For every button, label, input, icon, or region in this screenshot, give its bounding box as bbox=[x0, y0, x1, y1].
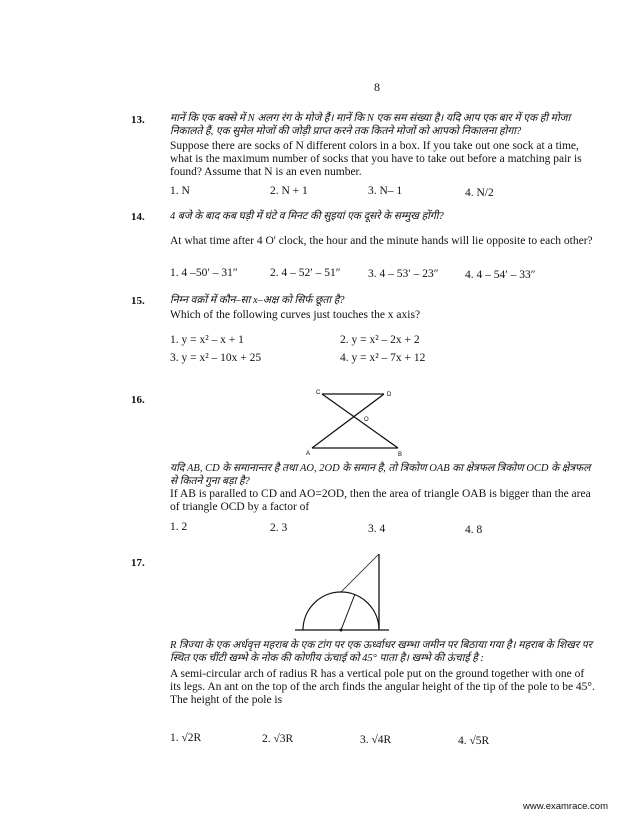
question-number: 17. bbox=[131, 557, 145, 569]
label-d: D bbox=[387, 392, 392, 398]
question-english: A semi-circular arch of radius R has a vertical pole put on the ground together with one of its legs. An ant on the top of the arch finds the angular height of the tip of the pole to be 45°. The height of the pole is bbox=[170, 668, 595, 706]
sight-line bbox=[341, 554, 379, 592]
label-a: A bbox=[306, 451, 311, 457]
option-2: 2. 4 – 52′ – 51″ bbox=[270, 267, 341, 279]
label-c: C bbox=[316, 390, 321, 396]
option-4: 4. N/2 bbox=[465, 187, 494, 199]
line-cb bbox=[322, 394, 398, 448]
arch-pole-figure bbox=[295, 552, 395, 637]
arch-center bbox=[340, 629, 343, 632]
question-number: 13. bbox=[131, 114, 145, 126]
question-english: Which of the following curves just touches the x axis? bbox=[170, 309, 421, 321]
option-1: 1. 2 bbox=[170, 521, 188, 533]
option-2: 2. 3 bbox=[270, 522, 288, 534]
question-hindi: निम्न वक्रों में कौन–सा x–अक्ष को सिर्फ छूता है? bbox=[170, 295, 345, 306]
radius-line bbox=[341, 594, 355, 630]
label-o: O bbox=[364, 417, 369, 423]
option-3: 3. 4 bbox=[368, 523, 386, 535]
parallel-lines-triangle-figure bbox=[300, 388, 412, 458]
question-english: At what time after 4 O' clock, the hour and the minute hands will lie opposite to each other? bbox=[170, 235, 593, 247]
option-1: 1. 4 –50′ – 31″ bbox=[170, 267, 238, 279]
label-b: B bbox=[398, 452, 403, 458]
option-1: 1. y = x² – x + 1 bbox=[170, 334, 244, 346]
semi-circular-arch bbox=[303, 592, 379, 630]
page-number: 8 bbox=[374, 80, 380, 94]
question-hindi: यदि AB, CD के समानान्तर है तथा AO, 2OD के समान है, तो त्रिकोण OAB का क्षेत्रफल त्रिकोण OCD के क्षेत्रफल से कितने गुना बड़ा है? bbox=[170, 463, 591, 487]
option-3: 3. N– 1 bbox=[368, 185, 403, 197]
question-english: If AB is paralled to CD and AO=2OD, then the area of triangle OAB is bigger than the area of triangle OCD by a factor of bbox=[170, 488, 591, 513]
option-3: 3. √4R bbox=[360, 734, 392, 746]
option-2: 2. y = x² – 2x + 2 bbox=[340, 334, 420, 346]
question-number: 15. bbox=[131, 295, 145, 307]
question-hindi: 4 बजे के बाद कब घड़ी में घंटे व मिनट की सुइयां एक दूसरे के सम्मुख होंगी? bbox=[170, 211, 444, 222]
question-hindi: मानें कि एक बक्से में N अलग रंग के मोजे हैं। मानें कि N एक सम संख्या है। यदि आप एक बार में एक ही मोजा निकालते हैं, एक सुमेल मोजों की जोड़ी प्राप्त करने तक कितने मोजों को आपको निकालना होगा? bbox=[170, 113, 571, 137]
option-2: 2. N + 1 bbox=[270, 185, 308, 197]
option-4: 4. 4 – 54′ – 33″ bbox=[465, 269, 536, 281]
watermark: www.examrace.com bbox=[523, 801, 608, 812]
option-4: 4. y = x² – 7x + 12 bbox=[340, 352, 426, 364]
option-2: 2. √3R bbox=[262, 733, 294, 745]
option-1: 1. √2R bbox=[170, 732, 202, 744]
option-4: 4. √5R bbox=[458, 735, 490, 747]
question-hindi: R त्रिज्या के एक अर्धवृत्त महराब के एक टांग पर एक ऊर्ध्वाधर खम्भा जमीन पर बिठाया गया है। महराब के शिखर पर स्थित एक चींटी खम्भे के नोक की कोणीय ऊंचाई को 45° पाता है। खम्भे की ऊंचाई है : bbox=[170, 640, 592, 664]
option-3: 3. y = x² – 10x + 25 bbox=[170, 352, 262, 364]
question-english: Suppose there are socks of N different colors in a box. If you take out one sock at a time, what is the maximum number of socks that you have to take out before a matching pair is found? Assume that N is an even number. bbox=[170, 140, 582, 178]
option-1: 1. N bbox=[170, 185, 190, 197]
question-number: 16. bbox=[131, 394, 145, 406]
line-da bbox=[312, 394, 384, 448]
question-number: 14. bbox=[131, 211, 145, 223]
option-3: 3. 4 – 53′ – 23″ bbox=[368, 268, 439, 280]
option-4: 4. 8 bbox=[465, 524, 483, 536]
